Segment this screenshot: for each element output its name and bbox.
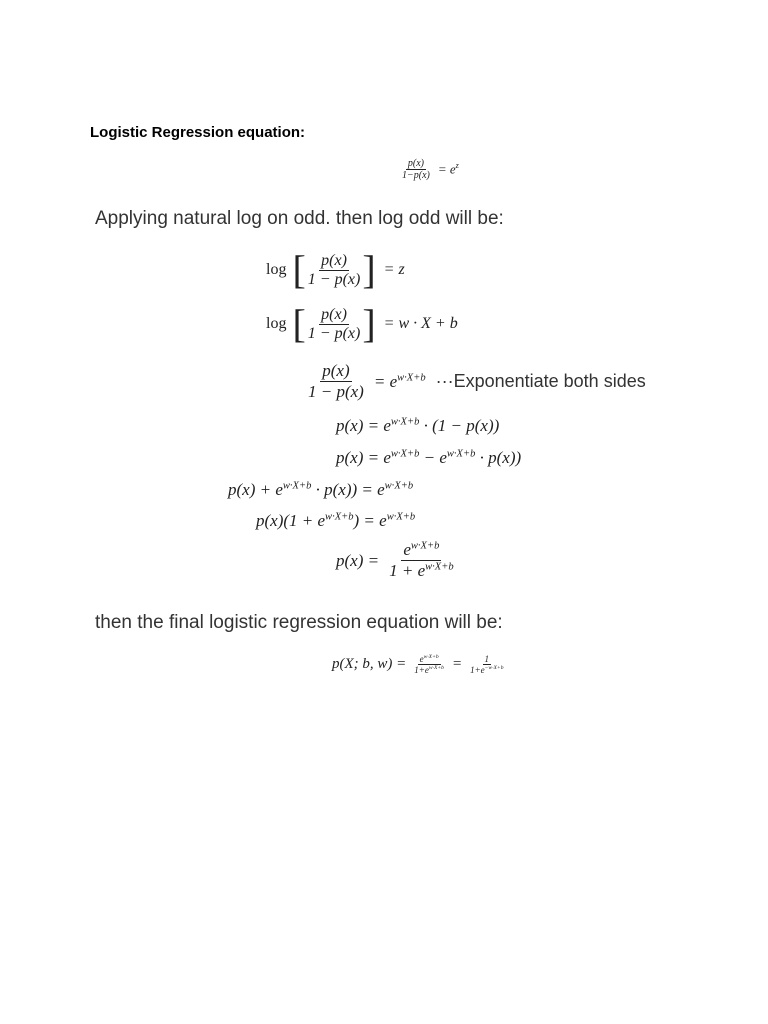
- final-num-1: $e^{w\cdot X+b}$: [419, 654, 439, 664]
- exponentiate-note: ···Exponentiate both sides: [435, 371, 646, 391]
- section-applying-log: Applying natural log on odd. then log odd will be:: [95, 208, 504, 229]
- final-fraction-1: [412, 654, 446, 675]
- derivation-line-3: [306, 361, 646, 402]
- final-den-2: $1+e^{-w\cdot X+b}$: [470, 665, 504, 675]
- log-label: log: [266, 315, 287, 332]
- fraction-denominator: 1 − p(x): [307, 324, 361, 342]
- log-fraction: [306, 306, 363, 343]
- final-left: p(X; b, w) =: [332, 656, 407, 672]
- final-den-1: $1+e^{w\cdot X+b}$: [414, 665, 444, 675]
- derivation-line-4: $p(x) = e^{w\cdot X+b} \cdot (1 - p(x))$: [336, 416, 500, 435]
- left-bracket-icon: [: [292, 301, 306, 346]
- odds-fraction: [400, 158, 432, 181]
- eq2-rhs: = w · X + b: [383, 315, 458, 332]
- odds-equation: [400, 158, 459, 181]
- fraction-denominator: 1 − p(x): [307, 270, 361, 288]
- derivation-line-1: [266, 247, 405, 292]
- fraction-numerator: p(x): [321, 251, 347, 269]
- derivation-line-2: [266, 301, 458, 346]
- final-num-2: 1: [484, 654, 490, 664]
- l8-denominator: $1 + e^{w\cdot X+b}$: [389, 561, 454, 580]
- odds-rhs: = $e^z$: [437, 161, 459, 177]
- odds-denominator: 1−p(x): [402, 170, 430, 181]
- section-final-equation: then the final logistic regression equation will be:: [95, 612, 503, 633]
- right-bracket-icon: ]: [362, 247, 376, 292]
- l8-numerator: $e^{w\cdot X+b}$: [403, 540, 440, 559]
- l8-left: p(x) =: [336, 550, 380, 570]
- final-equals: =: [451, 656, 463, 672]
- left-bracket-icon: [: [292, 247, 306, 292]
- derivation-line-6: $p(x) + e^{w\cdot X+b} \cdot p(x)) = e^{w\cdot X+b}$: [228, 480, 414, 499]
- page-heading: Logistic Regression equation:: [90, 124, 306, 141]
- derivation-line-7: $p(x)(1 + e^{w\cdot X+b}) = e^{w\cdot X+b}$: [256, 511, 416, 530]
- eq1-rhs: = z: [383, 261, 405, 278]
- derivation-line-5: $p(x) = e^{w\cdot X+b} - e^{w\cdot X+b} \cdot p(x)$): [336, 448, 522, 467]
- eq3-rhs: = $e^{w\cdot X+b}$: [373, 371, 426, 391]
- right-bracket-icon: ]: [362, 301, 376, 346]
- odds-numerator: p(x): [407, 158, 424, 169]
- fraction-numerator: p(x): [322, 361, 350, 380]
- log-fraction: [306, 252, 363, 289]
- derivation-line-8: [336, 540, 456, 581]
- odds-fraction-large: [306, 361, 366, 402]
- fraction-numerator: p(x): [321, 305, 347, 323]
- final-fraction-2: [468, 654, 505, 675]
- l8-fraction: [387, 540, 456, 581]
- fraction-denominator: 1 − p(x): [308, 382, 364, 401]
- log-label: log: [266, 261, 287, 278]
- final-equation: [332, 654, 505, 675]
